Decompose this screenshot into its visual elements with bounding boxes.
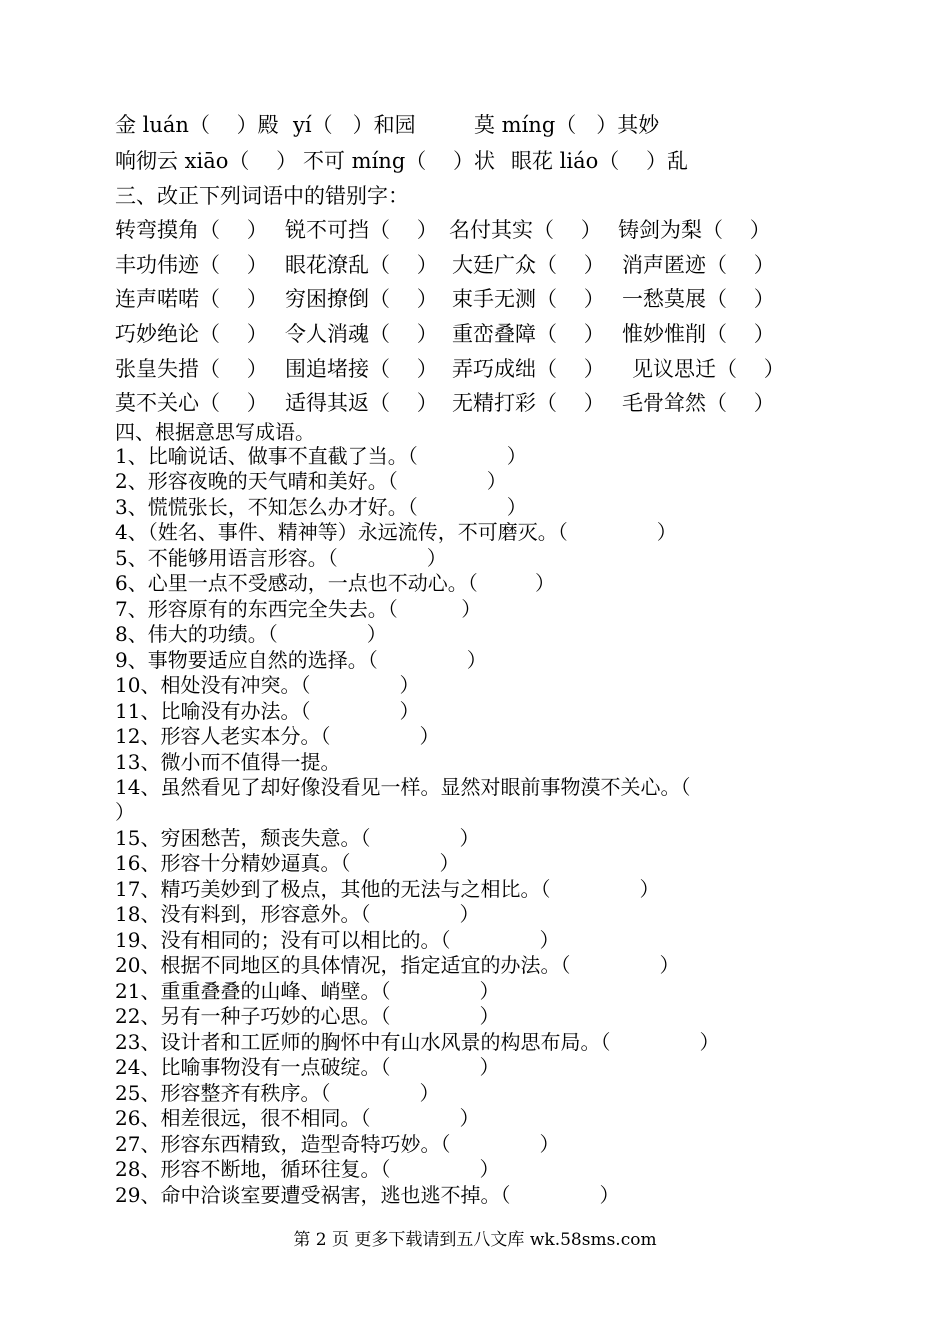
typo-item: 穷困撩倒（ ） (285, 287, 438, 311)
idiom-item: 20、根据不同地区的具体情况，指定适宜的办法。（ ） (115, 953, 680, 977)
idiom-item: 21、重重叠叠的山峰、峭壁。（ ） (115, 979, 500, 1003)
typo-item: 一愁莫展（ ） (622, 287, 775, 311)
idiom-item-continuation: ） (115, 800, 135, 824)
idiom-item: 13、微小而不值得一提。 (115, 750, 341, 774)
idiom-item: 26、相差很远，很不相同。（ ） (115, 1106, 480, 1130)
typo-item: 消声匿迹（ ） (622, 253, 775, 277)
typo-item: 重峦叠障（ ） (452, 322, 605, 346)
page-footer: 第 2 页 更多下载请到五八文库 wk.58sms.com (293, 1230, 657, 1250)
pinyin-item: 不可 míng（ ）状 (303, 149, 495, 173)
idiom-item: 2、形容夜晚的天气晴和美好。（ ） (115, 469, 507, 493)
typo-item: 连声喏喏（ ） (115, 287, 268, 311)
typo-item: 毛骨耸然（ ） (622, 391, 775, 415)
typo-item: 惟妙惟削（ ） (622, 322, 775, 346)
typo-item: 弄巧成绌（ ） (452, 357, 605, 381)
idiom-item: 14、虽然看见了却好像没看见一样。显然对眼前事物漠不关心。（ (115, 775, 691, 799)
pinyin-item: 金 luán（ ）殿 (115, 113, 279, 137)
idiom-item: 9、事物要适应自然的选择。（ ） (115, 648, 487, 672)
idiom-item: 17、精巧美妙到了极点，其他的无法与之相比。（ ） (115, 877, 660, 901)
idiom-item: 28、形容不断地，循环往复。（ ） (115, 1157, 500, 1181)
pinyin-item: 眼花 liáo（ ）乱 (511, 149, 688, 173)
idiom-item: 12、形容人老实本分。（ ） (115, 724, 440, 748)
idiom-item: 25、形容整齐有秩序。（ ） (115, 1081, 440, 1105)
typo-item: 令人消魂（ ） (285, 322, 438, 346)
typo-item: 围追堵接（ ） (285, 357, 438, 381)
idiom-item: 1、比喻说话、做事不直截了当。（ ） (115, 444, 527, 468)
typo-item: 眼花潦乱（ ） (285, 253, 438, 277)
idiom-item: 11、比喻没有办法。（ ） (115, 699, 420, 723)
typo-item: 巧妙绝论（ ） (115, 322, 268, 346)
idiom-item: 22、另有一种子巧妙的心思。（ ） (115, 1004, 500, 1028)
idiom-item: 5、不能够用语言形容。（ ） (115, 546, 447, 570)
typo-item: 张皇失措（ ） (115, 357, 268, 381)
pinyin-item: yí（ ）和园 (293, 113, 416, 137)
typo-item: 大廷广众（ ） (452, 253, 605, 277)
pinyin-item: 莫 míng（ ）其妙 (474, 113, 660, 137)
idiom-item: 23、设计者和工匠师的胸怀中有山水风景的构思布局。（ ） (115, 1030, 720, 1054)
typo-item: 铸剑为梨（ ） (618, 218, 771, 242)
section-four-title: 四、根据意思写成语。 (115, 420, 315, 444)
idiom-item: 8、伟大的功绩。（ ） (115, 622, 387, 646)
idiom-item: 3、慌慌张长，不知怎么办才好。（ ） (115, 495, 527, 519)
idiom-item: 6、心里一点不受感动，一点也不动心。（ ） (115, 571, 555, 595)
typo-item: 丰功伟迹（ ） (115, 253, 268, 277)
typo-item: 见议思迁（ ） (632, 357, 785, 381)
typo-item: 莫不关心（ ） (115, 391, 268, 415)
idiom-item: 10、相处没有冲突。（ ） (115, 673, 420, 697)
typo-item: 无精打彩（ ） (452, 391, 605, 415)
idiom-item: 16、形容十分精妙逼真。（ ） (115, 851, 460, 875)
idiom-item: 24、比喻事物没有一点破绽。（ ） (115, 1055, 500, 1079)
typo-item: 适得其返（ ） (285, 391, 438, 415)
idiom-item: 29、命中洽谈室要遭受祸害，逃也逃不掉。（ ） (115, 1183, 620, 1207)
typo-item: 束手无测（ ） (452, 287, 605, 311)
typo-item: 锐不可挡（ ） (285, 218, 438, 242)
idiom-item: 18、没有料到，形容意外。（ ） (115, 902, 480, 926)
idiom-item: 4、（姓名、事件、精神等）永远流传，不可磨灭。（ ） (115, 520, 677, 544)
section-three-title: 三、改正下列词语中的错别字： (115, 184, 409, 208)
idiom-item: 19、没有相同的；没有可以相比的。（ ） (115, 928, 560, 952)
pinyin-item: 响彻云 xiāo（ ） (115, 149, 298, 173)
idiom-item: 15、穷困愁苦，颓丧失意。（ ） (115, 826, 480, 850)
typo-item: 名付其实（ ） (449, 218, 602, 242)
idiom-item: 27、形容东西精致，造型奇特巧妙。（ ） (115, 1132, 560, 1156)
typo-item: 转弯摸角（ ） (115, 218, 268, 242)
idiom-item: 7、形容原有的东西完全失去。（ ） (115, 597, 482, 621)
